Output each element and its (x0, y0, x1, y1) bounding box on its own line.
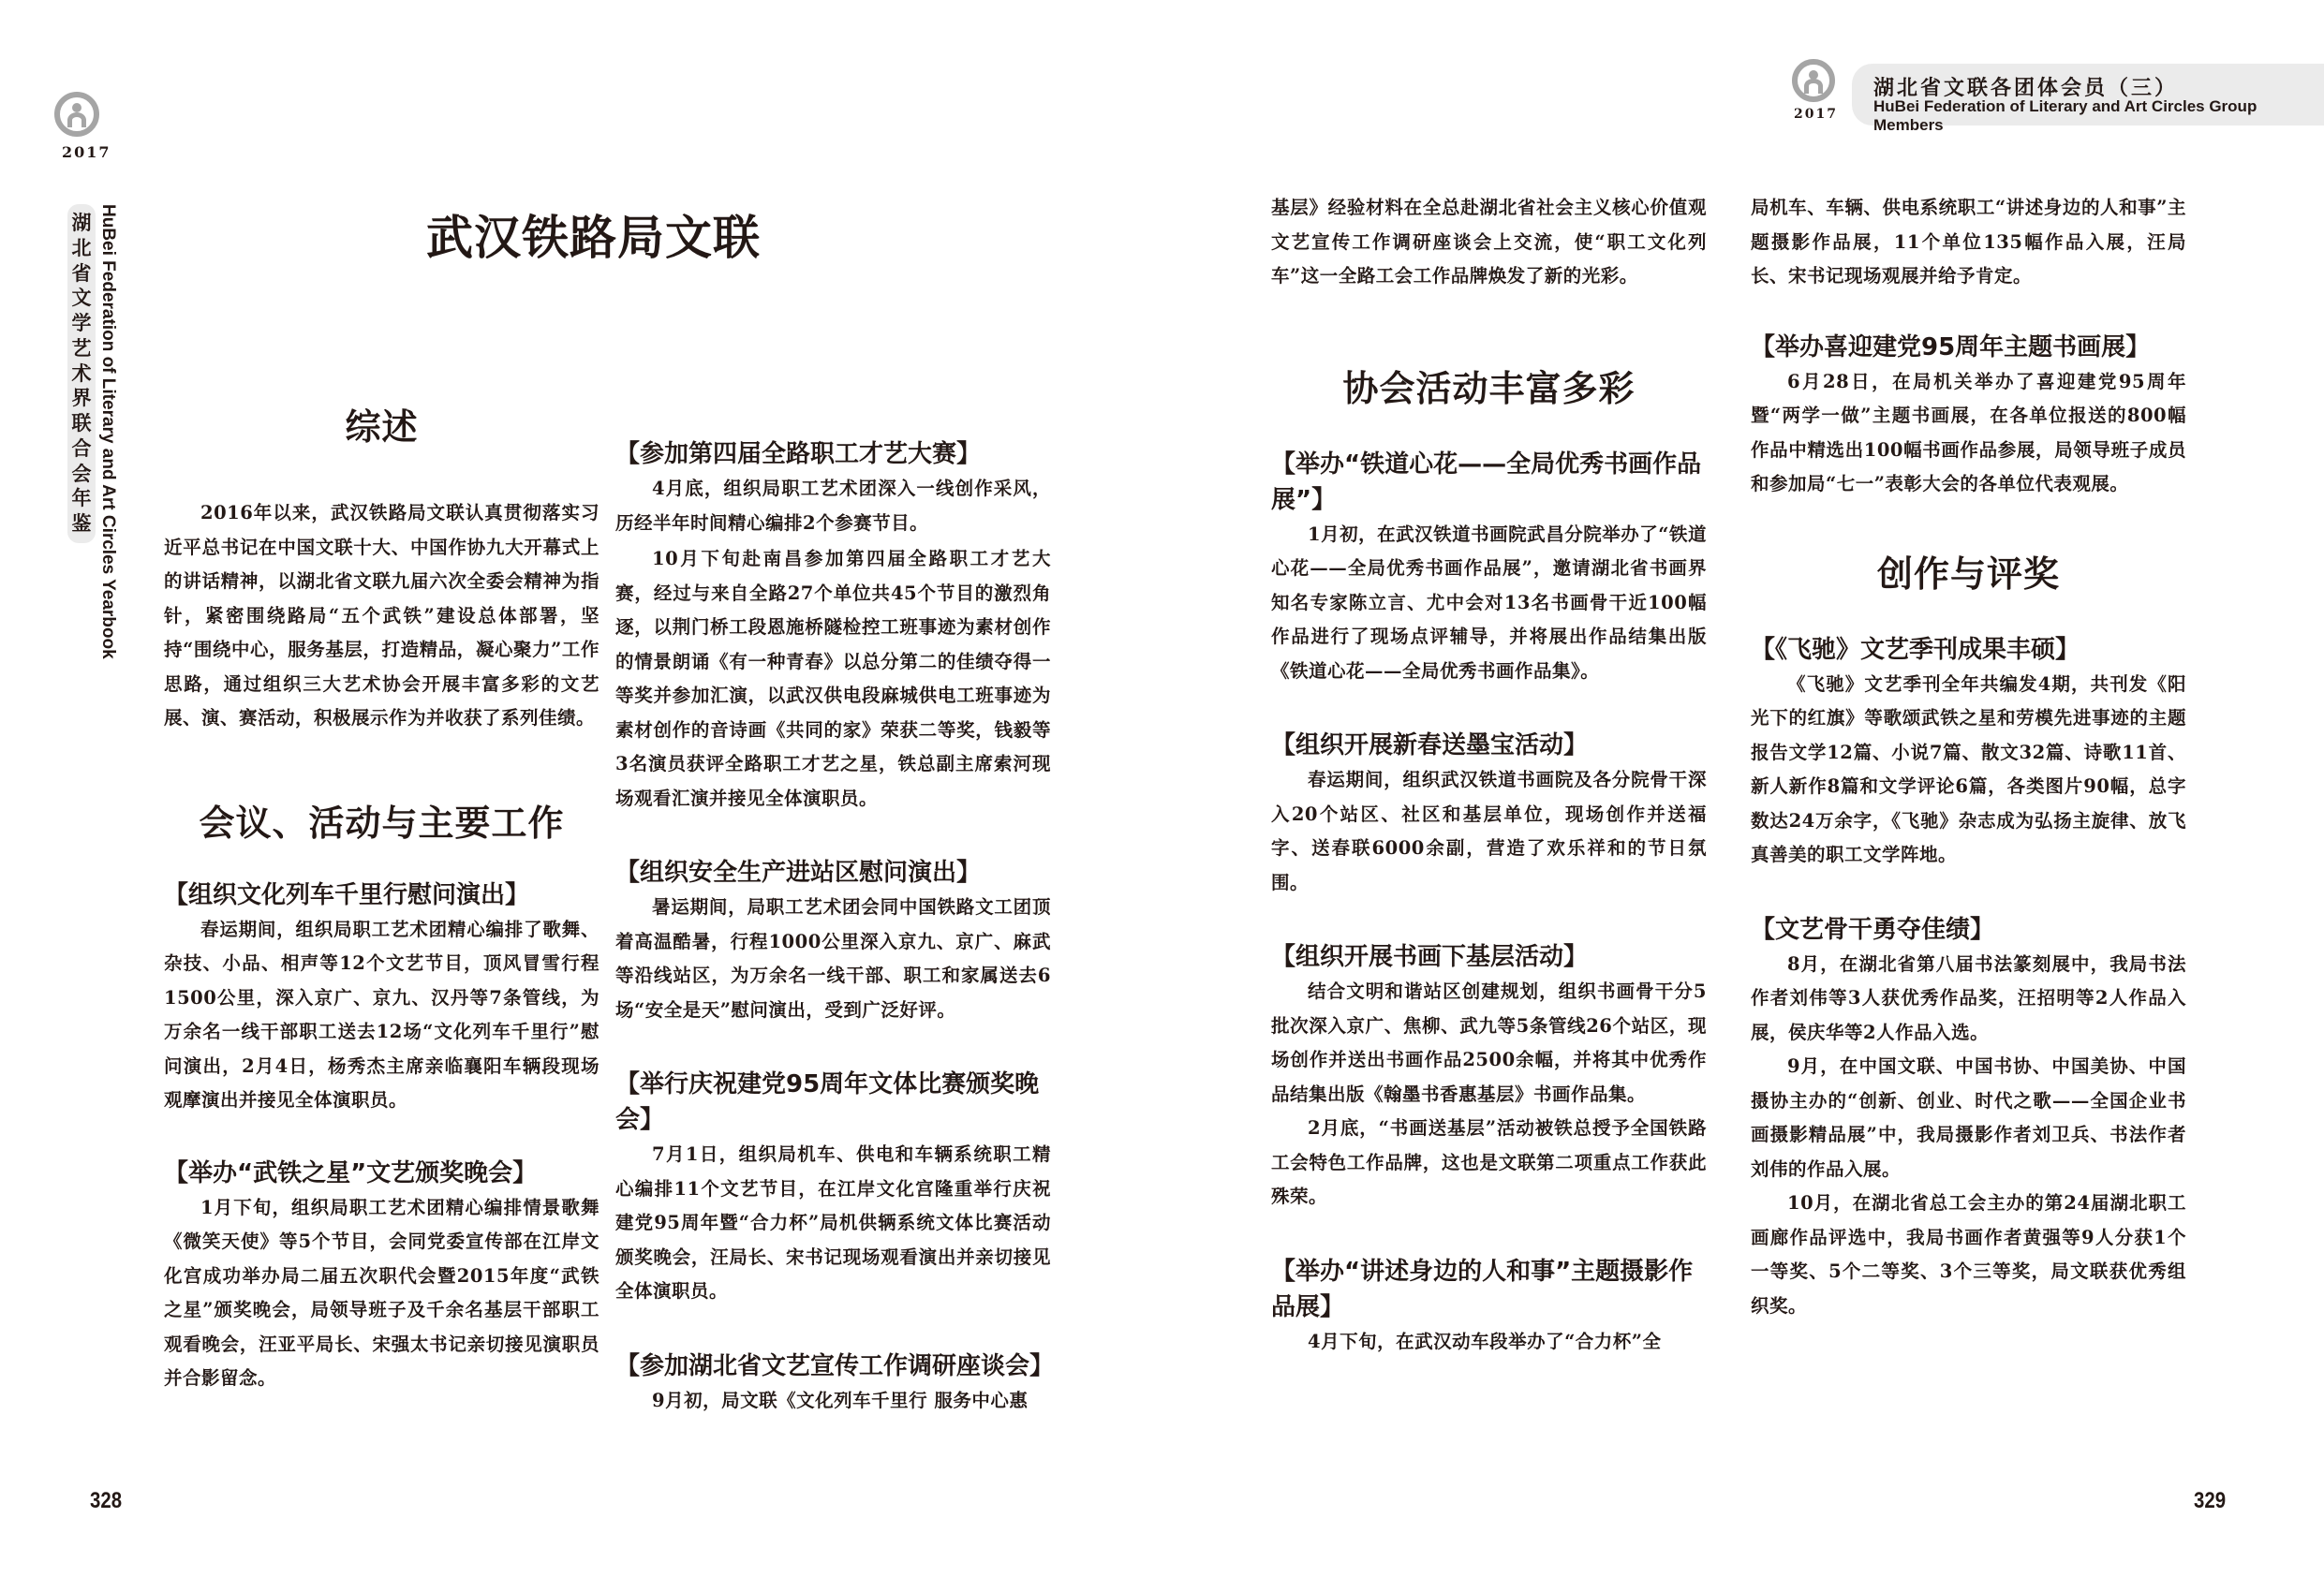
paragraph: 2月底，“书画送基层”活动被铁总授予全国铁路工会特色工作品牌，这也是文联第二项重点工作获此殊荣。 (1271, 1117, 1707, 1207)
column-2 (615, 436, 1055, 1418)
paragraph: 4月底，组织局职工艺术团深入一线创作采风，历经半年时间精心编排2个参赛节目。 (615, 478, 1051, 534)
subheading: 【举办喜迎建党95周年主题书画展】 (1751, 332, 2151, 361)
sidebar-char: 艺 (71, 336, 92, 360)
running-header-en: HuBei Federation of Literary and Art Circles Group Members (1873, 97, 2257, 134)
section-heading-overview: 综述 (345, 406, 419, 448)
sidebar-yearbook-title-en: HuBei Federation of Literary and Art Circles Yearbook (98, 204, 118, 659)
section-heading-creation-awards: 创作与评奖 (1876, 553, 2060, 595)
paragraph: 4月下旬，在武汉动车段举办了“合力杯”全 (1308, 1330, 1662, 1352)
overview-paragraph: 2016年以来，武汉铁路局文联认真贯彻落实习近平总书记在中国文联十大、中国作协九大开幕式上的讲话精神，以湖北省文联九届六次全委会精神为指针，紧密围绕路局“五个武铁”建设总体部署，坚持“围绕中心，服务基层，打造精品，凝心聚力”工作思路，通过组织三大艺术协会开展丰富多彩的文艺展、演、赛活动，积极展示作为并收获了系列佳绩。 (164, 502, 600, 729)
paragraph: 10月下旬赴南昌参加第四届全路职工才艺大赛，经过与来自全路27个单位共45个节目的激烈角逐，以荆门桥工段恩施桥隧检控工班事迹为素材创作的情景朗诵《有一种青春》以总分第二的佳绩夺得一等奖并参加汇演，以武汉供电段麻城供电工班事迹为素材创作的音诗画《共同的家》荣获二等奖，钱毅等3名演员获评全路职工才艺之星，铁总副主席索河现场观看汇演并接见全体演职员。 (615, 548, 1051, 809)
subheading: 【组织开展书画下基层活动】 (1271, 943, 1589, 971)
column-3 (1271, 191, 1707, 1359)
subheading: 【举办“讲述身边的人和事”主题摄影作品展】 (1271, 1257, 1694, 1321)
paragraph: 8月，在湖北省第八届书法篆刻展中，我局书法作者刘伟等3人获优秀作品奖，汪招明等2人作品入展，侯庆华等2人作品入选。 (1751, 952, 2186, 1043)
paragraph: 1月初，在武汉铁道书画院武昌分院举办了“铁道心花——全局优秀书画作品展”，邀请湖北省书画界知名专家陈立言、尤中会对13名书画骨干近100幅作品进行了现场点评辅导，并将展出作品结集出版《铁道心花——全局优秀书画作品集》。 (1271, 523, 1707, 682)
subheading: 【组织开展新春送墨宝活动】 (1271, 731, 1589, 759)
sidebar-char: 合 (71, 436, 92, 460)
section-heading-association-activities: 协会活动丰富多彩 (1342, 367, 1636, 409)
column-1 (164, 398, 600, 1396)
sidebar-char: 鉴 (71, 512, 92, 535)
section-heading-meetings-activities: 会议、活动与主要工作 (199, 802, 565, 844)
paragraph: 7月1日，组织局机车、供电和车辆系统职工精心编排11个文艺节目，在江岸文化宫隆重举行庆祝建党95周年暨“合力杯”局机供辆系统文体比赛活动颁奖晚会，汪局长、宋书记现场观看演出并亲切接见全体演职员。 (615, 1143, 1051, 1302)
page-number-right: 329 (2194, 1488, 2227, 1513)
subheading: 【组织文化列车千里行慰问演出】 (164, 880, 530, 909)
continued-paragraph: 基层》经验材料在全总赴湖北省社会主义核心价值观文艺宣传工作调研座谈会上交流，使“职工文化列车”这一全路工会工作品牌焕发了新的光彩。 (1271, 197, 1707, 287)
page-title: 武汉铁路局文联 (426, 210, 761, 265)
sidebar-char: 湖 (71, 212, 92, 234)
sidebar-char: 联 (71, 412, 92, 435)
left-page-logo (54, 92, 99, 137)
sidebar-yearbook-title-cn (67, 204, 96, 543)
paragraph: 暑运期间，局职工艺术团会同中国铁路文工团顶着高温酷暑，行程1000公里深入京九、京广、麻武等沿线站区，为万余名一线干部、职工和家属送去6场“安全是天”慰问演出，受到广泛好评。 (615, 896, 1051, 1021)
right-page-logo (1792, 59, 1835, 102)
right-page-logo-year: 2017 (1794, 107, 1838, 122)
paragraph: 9月，在中国文联、中国书协、中国美协、中国摄协主办的“创新、创业、时代之歌——全国企业书画摄影精品展”中，我局摄影作者刘卫兵、书法作者刘伟的作品入展。 (1751, 1055, 2186, 1180)
subheading: 【参加第四届全路职工才艺大赛】 (615, 440, 982, 468)
subheading: 【《飞驰》文艺季刊成果丰硕】 (1751, 635, 2080, 664)
paragraph: 结合文明和谐站区创建规划，组织书画骨干分5批次深入京广、焦柳、武九等5条管线26个站区，现场创作并送出书画作品2500余幅，并将其中优秀作品结集出版《翰墨书香惠基层》书画作品集。 (1271, 980, 1707, 1105)
sidebar-char: 会 (71, 462, 92, 485)
continued-paragraph: 局机车、车辆、供电系统职工“讲述身边的人和事”主题摄影作品展，11个单位135幅作品入展，汪局长、宋书记现场观展并给予肯定。 (1751, 197, 2186, 287)
paragraph: 1月下旬，组织局职工艺术团精心编排情景歌舞《微笑天使》等5个节目，会同党委宣传部在江岸文化宫成功举办局二届五次职代会暨2015年度“武铁之星”颁奖晚会，局领导班子及千余名基层干部职工观看晚会，汪亚平局长、宋强太书记亲切接见演职员并合影留念。 (164, 1196, 600, 1389)
paragraph: 春运期间，组织武汉铁道书画院及各分院骨干深入20个站区、社区和基层单位，现场创作并送福字、送春联6000余副，营造了欢乐祥和的节日氛围。 (1271, 769, 1707, 893)
running-header-cn: 湖北省文联各团体会员（三） (1873, 77, 2179, 100)
sidebar-char: 年 (71, 487, 92, 510)
page-number-left: 328 (90, 1488, 123, 1513)
subheading: 【文艺骨干勇夺佳绩】 (1751, 915, 1995, 944)
sidebar-char: 北 (71, 236, 92, 259)
sidebar-char: 学 (71, 312, 92, 334)
subheading: 【举办“武铁之星”文艺颁奖晚会】 (164, 1158, 538, 1187)
sidebar-char: 界 (71, 387, 92, 410)
subheading: 【举办“铁道心花——全局优秀书画作品展”】 (1271, 450, 1702, 514)
paragraph: 《飞驰》文艺季刊全年共编发4期，共刊发《阳光下的红旗》等歌颂武铁之星和劳模先进事迹的主题报告文学12篇、小说7篇、散文32篇、诗歌11首、新人新作8篇和文学评论6篇，各类图片90幅，总字数达24万余字，《飞驰》杂志成为弘扬主旋律、放飞真善美的职工文学阵地。 (1751, 672, 2186, 865)
subheading: 【举行庆祝建党95周年文体比赛颁奖晚会】 (615, 1070, 1040, 1134)
sidebar-char: 术 (71, 361, 92, 385)
paragraph: 6月28日，在局机关举办了喜迎建党95周年暨“两学一做”主题书画展，在各单位报送的800幅作品中精选出100幅书画作品参展，局领导班子成员和参加局“七一”表彰大会的各单位代表观展。 (1751, 370, 2186, 494)
column-4 (1751, 191, 2186, 1323)
paragraph: 10月，在湖北省总工会主办的第24届湖北职工画廊作品评选中，我局书画作者黄强等9人分获1个一等奖、5个二等奖、3个三等奖，局文联获优秀组织奖。 (1751, 1192, 2186, 1317)
sidebar-char: 省 (71, 261, 92, 285)
subheading: 【组织安全生产进站区慰问演出】 (615, 859, 982, 887)
paragraph: 春运期间，组织局职工艺术团精心编排了歌舞、杂技、小品、相声等12个文艺节目，顶风冒雪行程1500公里，深入京广、京九、汉丹等7条管线，为万余名一线干部职工送去12场“文化列车千里行”慰问演出，2月4日，杨秀杰主席亲临襄阳车辆段现场观摩演出并接见全体演职员。 (164, 918, 600, 1111)
paragraph: 9月初，局文联《文化列车千里行 服务中心惠 (652, 1389, 1029, 1411)
subheading: 【参加湖北省文艺宣传工作调研座谈会】 (615, 1351, 1055, 1380)
left-page-logo-year: 2017 (62, 143, 111, 161)
sidebar-char: 文 (71, 287, 92, 310)
